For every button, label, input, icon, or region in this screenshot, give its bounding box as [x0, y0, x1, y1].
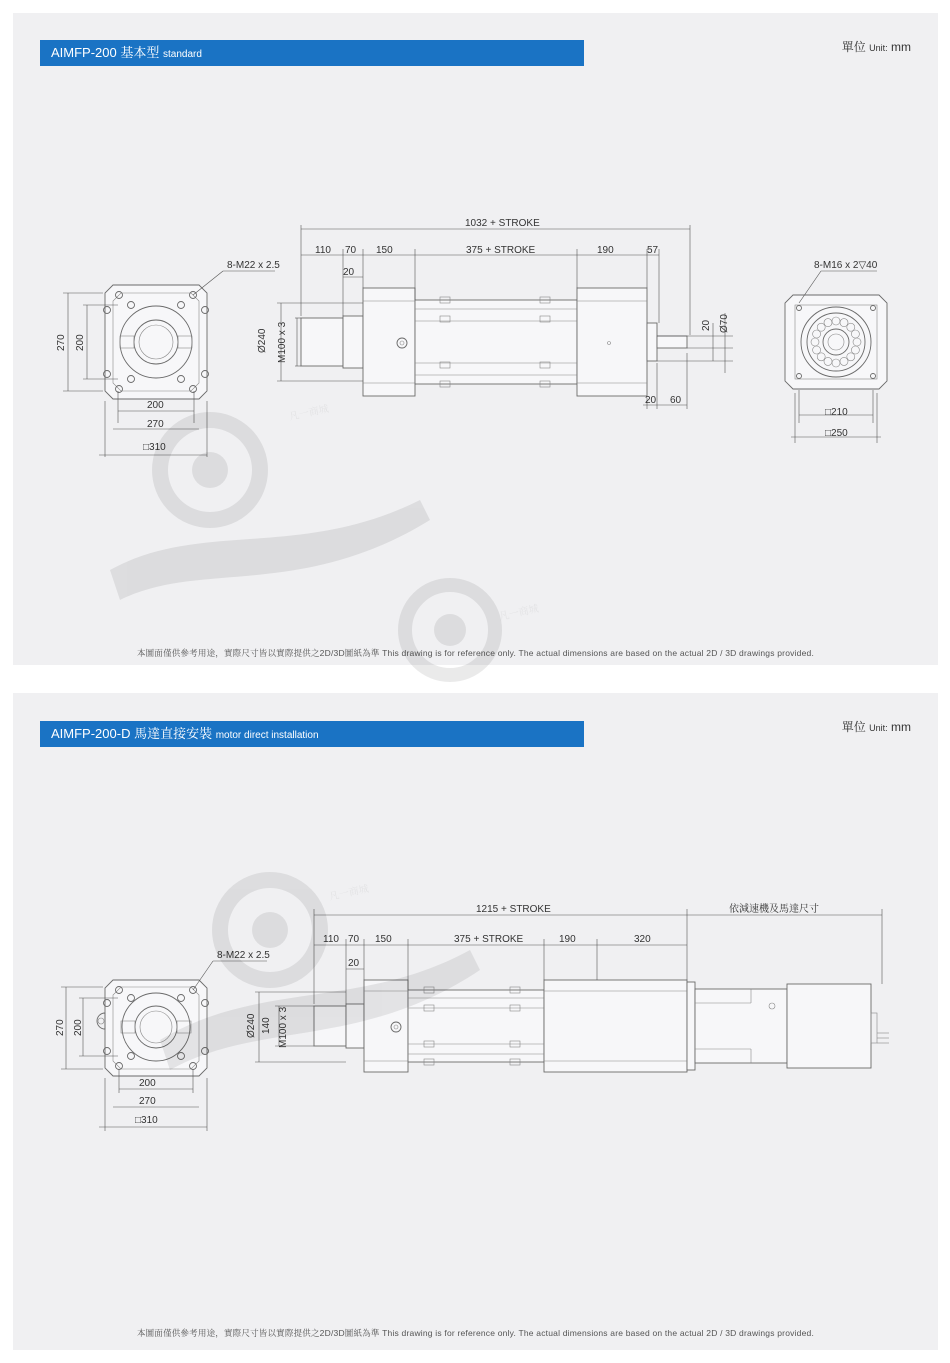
dim-20-bottom: 20: [645, 395, 657, 406]
dim-110: 110: [323, 934, 339, 945]
dim-20-vertical: 20: [701, 319, 712, 331]
left-width-310: □310: [135, 1115, 158, 1126]
left-height-270: 270: [56, 334, 67, 351]
dim-60: 60: [670, 395, 682, 406]
unit-label: 單位 Unit: mm: [841, 720, 911, 734]
total-length-label: 1215 + STROKE: [476, 904, 551, 915]
total-length-label: 1032 + STROKE: [465, 218, 540, 229]
section-title: AIMFP-200 基本型: [51, 45, 160, 60]
left-flange-view: [61, 961, 267, 1131]
left-width-200: 200: [139, 1078, 156, 1089]
disclaimer-footer: 本圖面僅供參考用途，實際尺寸皆以實際提供之2D/3D圖紙為準 This drawing is for reference only. The actual dimensions are based on the actual 2D / 3D drawings provided.: [136, 1328, 815, 1338]
dim-140: 140: [261, 1017, 272, 1034]
standard-drawing: [13, 13, 938, 665]
dim-70: 70: [345, 245, 357, 256]
dim-thread-m100: M100 x 3: [277, 321, 288, 363]
left-bolt-label: 8-M22 x 2.5: [217, 950, 270, 961]
motor-size-label: 依減速機及馬達尺寸: [729, 904, 819, 915]
dim-stroke: 375 + STROKE: [454, 934, 524, 945]
left-height-200: 200: [75, 334, 86, 351]
dim-190: 190: [559, 934, 576, 945]
motor-direct-drawing: [13, 693, 938, 1350]
disclaimer-footer: 本圖面僅供參考用途，實際尺寸皆以實際提供之2D/3D圖紙為準 This drawing is for reference only. The actual dimensions are based on the actual 2D / 3D drawings provided.: [136, 648, 815, 658]
dim-190: 190: [597, 245, 614, 256]
left-height-200: 200: [73, 1019, 84, 1036]
dim-110: 110: [315, 245, 331, 256]
dim-70: 70: [348, 934, 360, 945]
right-bolt-label: 8-M16 x 2▽40: [814, 260, 878, 271]
dim-diameter-70: Ø70: [719, 314, 730, 333]
section-subtitle: motor direct installation: [215, 730, 319, 741]
dim-20-top: 20: [348, 958, 360, 969]
dim-thread-m100: M100 x 3: [278, 1006, 289, 1048]
left-flange-view: [63, 271, 275, 457]
dim-150: 150: [375, 934, 392, 945]
left-width-270: 270: [147, 419, 164, 430]
drawing-panel-standard: [13, 13, 938, 665]
drawing-panel-motor-direct: [13, 693, 938, 1350]
left-height-270: 270: [55, 1019, 66, 1036]
dim-57: 57: [647, 245, 659, 256]
dim-diameter-240: Ø240: [257, 328, 268, 353]
dim-20-top: 20: [343, 267, 355, 278]
left-width-270: 270: [139, 1096, 156, 1107]
section-subtitle: standard: [162, 49, 202, 60]
left-bolt-label: 8-M22 x 2.5: [227, 260, 280, 271]
section-title: AIMFP-200-D 馬達直接安裝: [51, 726, 213, 741]
left-width-310: □310: [143, 442, 166, 453]
right-square-210: □210: [825, 407, 848, 418]
dim-320: 320: [634, 934, 651, 945]
dim-stroke: 375 + STROKE: [466, 245, 536, 256]
right-square-250: □250: [825, 428, 848, 439]
dim-150: 150: [376, 245, 393, 256]
unit-label: 單位 Unit: mm: [841, 40, 911, 54]
left-width-200: 200: [147, 400, 164, 411]
dim-diameter-240: Ø240: [246, 1013, 257, 1038]
